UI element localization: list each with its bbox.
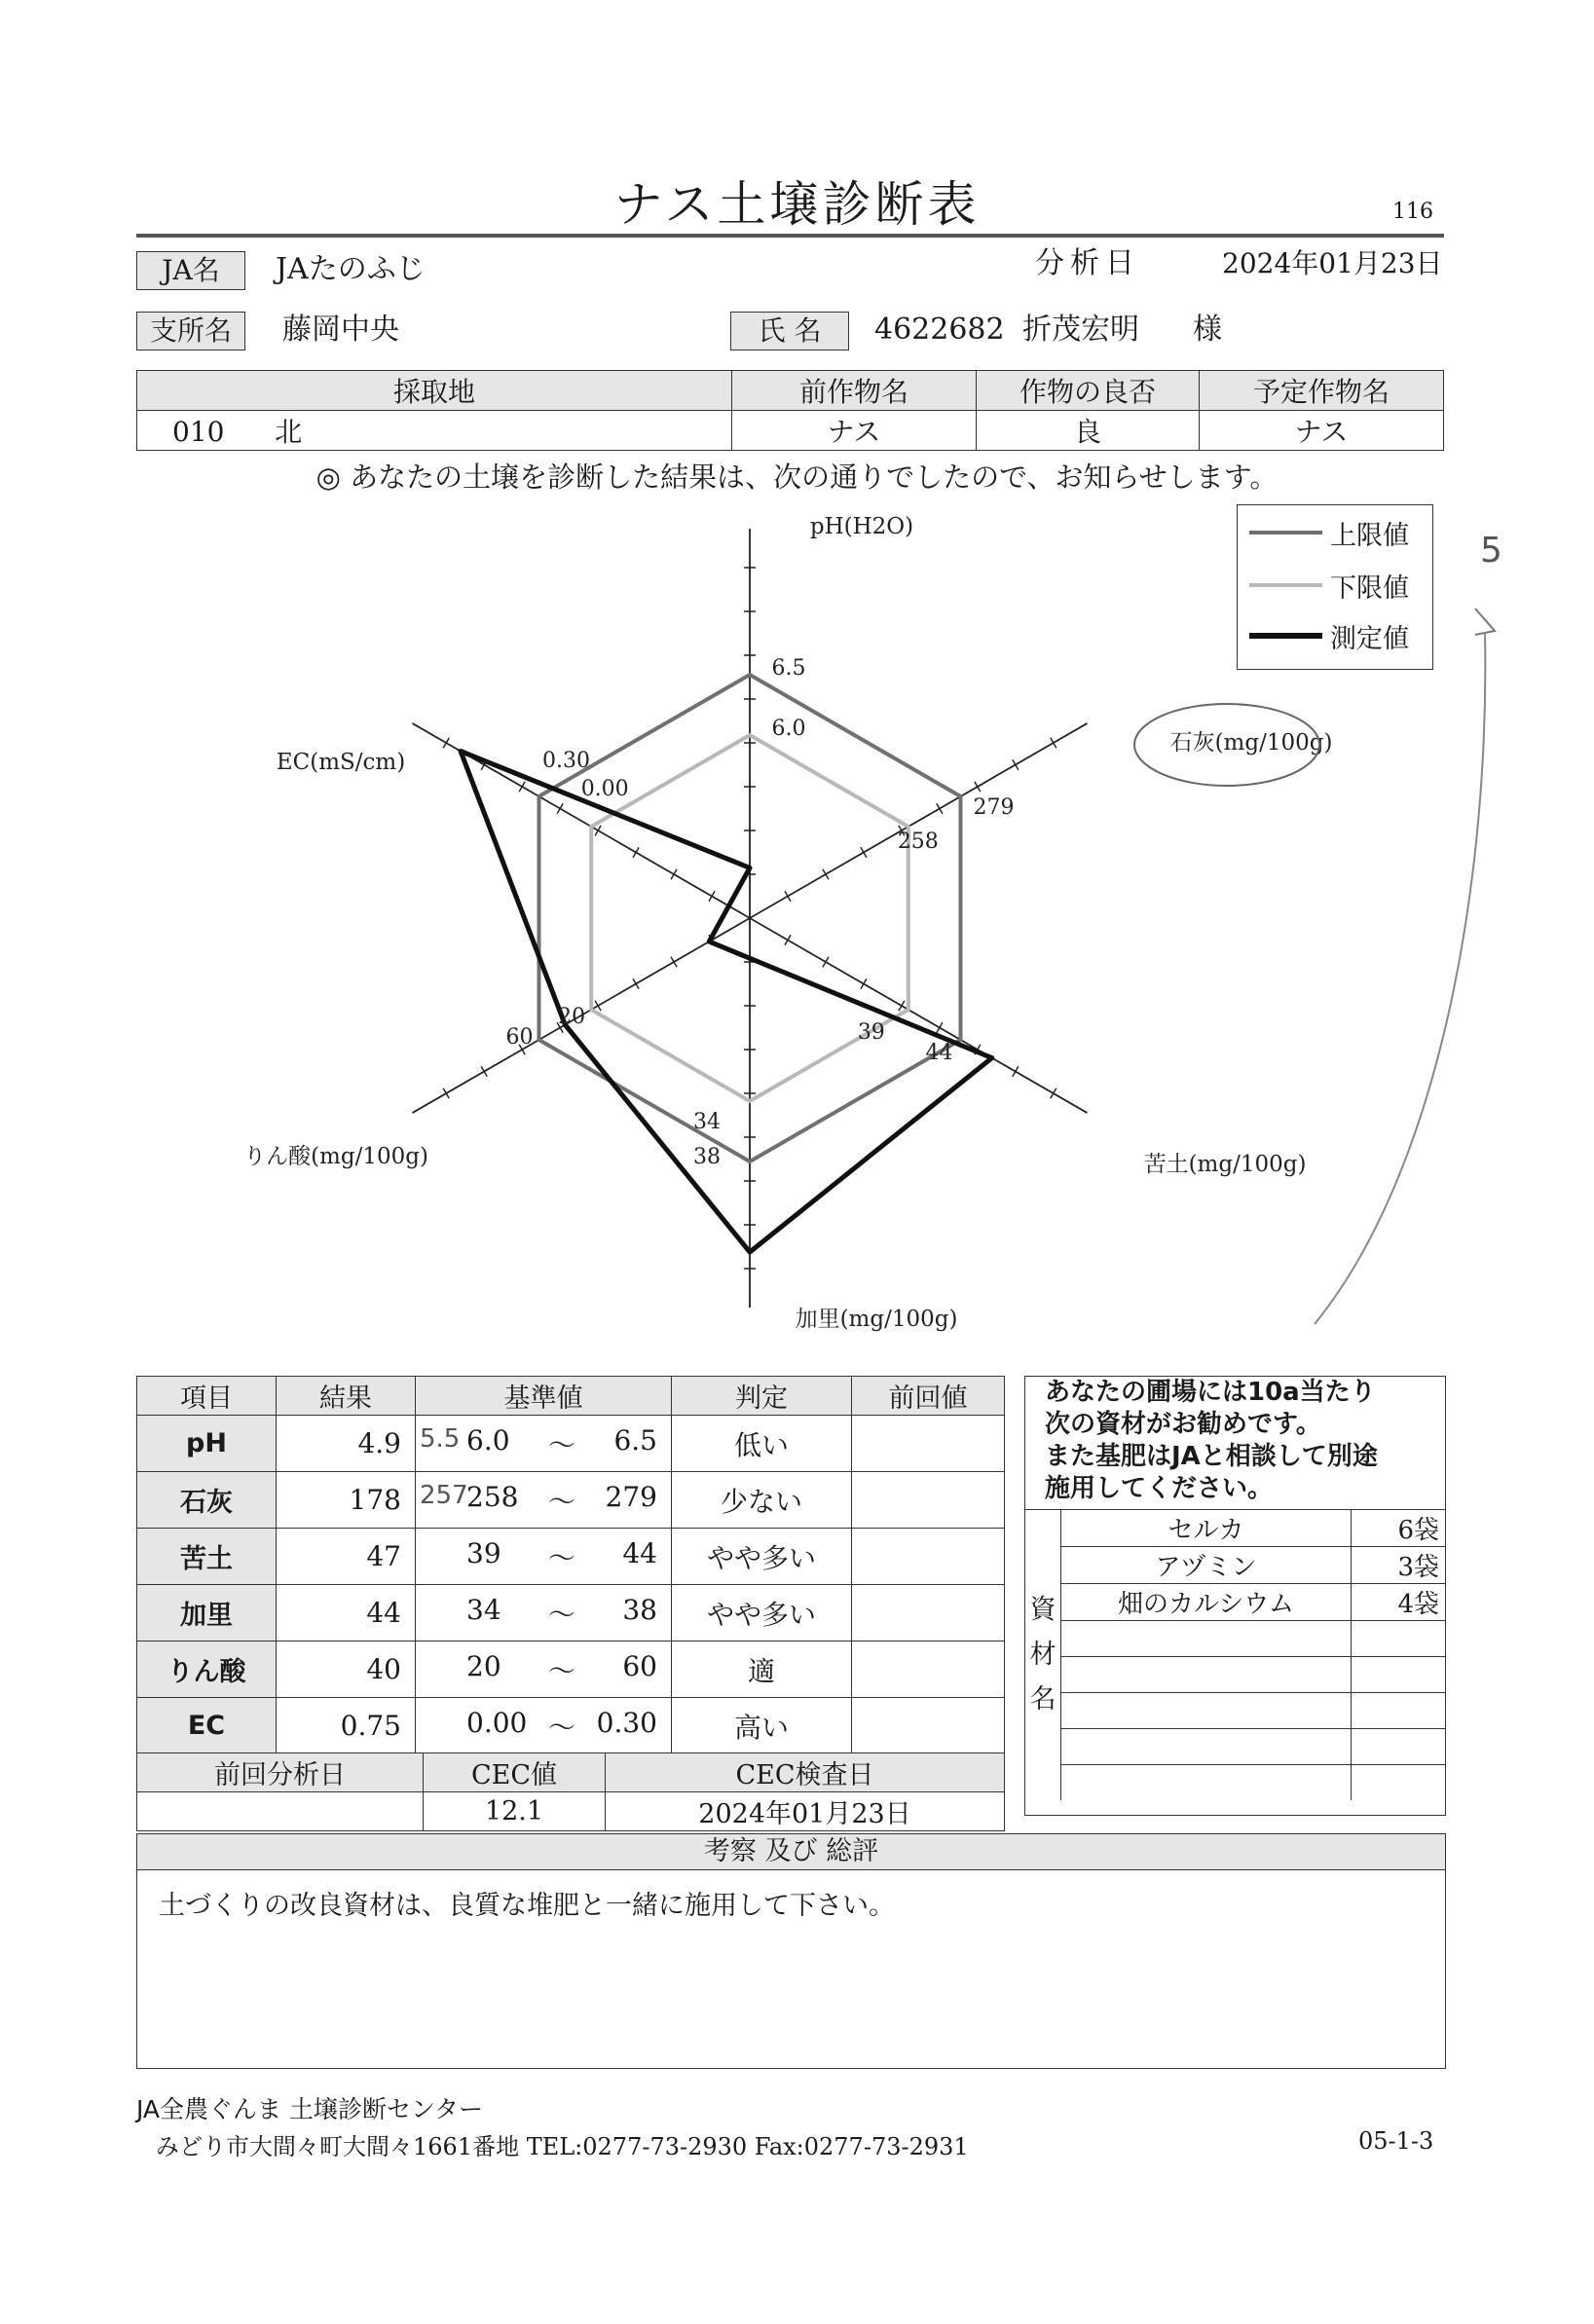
handwritten-circle-lime <box>1134 704 1319 786</box>
radar-axis-label: 石灰(mg/100g) <box>1169 730 1333 756</box>
row-prev <box>852 1642 1005 1698</box>
legend-label-upper: 上限値 <box>1330 520 1409 551</box>
material-row <box>1025 1547 1445 1584</box>
ja-value: JAたのふじ <box>276 252 426 286</box>
cec-date: 2024年01月23日 <box>606 1792 1005 1831</box>
table-row <box>137 1472 1005 1529</box>
radar-axis-label: 加里(mg/100g) <box>795 1307 958 1332</box>
material-row <box>1025 1765 1445 1801</box>
radar-tick-label: 6.5 <box>771 656 806 681</box>
radar-tick-label: 20 <box>558 1005 586 1029</box>
row-judge: 適 <box>672 1642 852 1698</box>
row-standard <box>416 1472 672 1529</box>
material-row <box>1025 1693 1445 1729</box>
recommendation-line: 次の資材がお勧めです。 <box>1045 1410 1321 1439</box>
radar-axis-label: pH(H2O) <box>809 514 914 539</box>
row-judge: 高い <box>672 1698 852 1754</box>
material-empty <box>1352 1729 1446 1765</box>
row-prev <box>852 1529 1005 1585</box>
farmer-name: 折茂宏明 <box>1022 313 1139 347</box>
row-low: 6.0 <box>466 1423 510 1457</box>
recommendation-line: また基肥はJAと相談して別途 <box>1045 1442 1378 1471</box>
table-row <box>137 1529 1005 1585</box>
row-sep: ～ <box>547 1541 575 1574</box>
ja-label: JA名 <box>136 251 245 290</box>
row-sep: ～ <box>547 1428 575 1461</box>
site-header-quality: 作物の良否 <box>977 371 1200 411</box>
radar-tick-label: 39 <box>857 1020 885 1045</box>
footer-org: JA全農ぐんま 土壌診断センター <box>136 2095 483 2123</box>
handwritten-arrow-head <box>1475 609 1495 635</box>
analysis-date-value: 2024年01月23日 <box>1222 247 1443 279</box>
row-result: 40 <box>277 1642 416 1698</box>
cec-header-value: CEC値 <box>424 1753 606 1792</box>
material-row <box>1025 1584 1445 1621</box>
radar-tick-label: 6.0 <box>771 717 806 741</box>
radar-tick-label: 258 <box>897 830 939 854</box>
site-planned-crop: ナス <box>1200 411 1444 451</box>
name-suffix: 様 <box>1193 313 1222 347</box>
comments-title: 考察 及び 総評 <box>137 1834 1445 1870</box>
table-row <box>137 1416 1005 1472</box>
radar-tick-label: 38 <box>693 1145 721 1169</box>
row-item: 苦土 <box>137 1529 277 1585</box>
row-item: りん酸 <box>137 1642 277 1698</box>
site-place: 北 <box>275 416 303 448</box>
cec-table <box>136 1752 1005 1831</box>
material-row <box>1025 1729 1445 1765</box>
row-judge: やや多い <box>672 1529 852 1585</box>
row-low: 34 <box>466 1593 501 1626</box>
cec-header-prev-date: 前回分析日 <box>137 1753 424 1792</box>
row-high: 279 <box>605 1480 657 1513</box>
legend-label-lower: 下限値 <box>1330 572 1409 604</box>
row-prev <box>852 1416 1005 1472</box>
comments-box <box>136 1833 1446 2069</box>
row-high: 0.30 <box>596 1706 657 1739</box>
material-row <box>1025 1510 1445 1547</box>
material-name: アヅミン <box>1061 1547 1352 1584</box>
material-qty: 6袋 <box>1352 1510 1446 1547</box>
row-prev <box>852 1698 1005 1754</box>
row-high: 60 <box>622 1649 657 1682</box>
handwritten-margin-mark: 5 <box>1480 531 1502 571</box>
table-row <box>137 1642 1005 1698</box>
row-item: 石灰 <box>137 1472 277 1529</box>
results-header-standard: 基準値 <box>416 1377 672 1416</box>
table-row <box>137 1585 1005 1642</box>
row-high: 6.5 <box>613 1423 657 1457</box>
row-standard <box>416 1642 672 1698</box>
row-prev <box>852 1585 1005 1642</box>
site-header-planned-crop: 予定作物名 <box>1200 371 1444 411</box>
row-high: 44 <box>622 1536 657 1569</box>
site-header-place: 採取地 <box>137 371 732 411</box>
materials-table <box>1025 1509 1445 1800</box>
cec-value: 12.1 <box>424 1792 606 1831</box>
side-label-char: 名 <box>1029 1684 1056 1715</box>
row-standard <box>416 1585 672 1642</box>
site-header-prev-crop: 前作物名 <box>732 371 977 411</box>
handwritten-note: 257 <box>420 1480 468 1510</box>
material-row <box>1025 1621 1445 1657</box>
material-empty <box>1061 1621 1352 1657</box>
row-standard <box>416 1698 672 1754</box>
page-title: ナス土壌診断表 <box>613 176 981 233</box>
side-label-char: 材 <box>1029 1640 1056 1670</box>
row-result: 178 <box>277 1472 416 1529</box>
row-item: 加里 <box>137 1585 277 1642</box>
material-empty <box>1352 1765 1446 1801</box>
material-empty <box>1061 1693 1352 1729</box>
results-header-result: 結果 <box>277 1377 416 1416</box>
radar-tick-label: 279 <box>973 795 1015 820</box>
radar-tick-label: 0.30 <box>542 749 590 773</box>
radar-axis-label: りん酸(mg/100g) <box>243 1144 428 1169</box>
radar-axis-label: 苦土(mg/100g) <box>1143 1152 1307 1177</box>
cec-header-date: CEC検査日 <box>606 1753 1005 1792</box>
material-name: 畑のカルシウム <box>1061 1584 1352 1621</box>
row-low: 0.00 <box>466 1706 528 1739</box>
material-name: セルカ <box>1061 1510 1352 1547</box>
page-number: 116 <box>1392 200 1433 224</box>
row-result: 44 <box>277 1585 416 1642</box>
comments-body: 土づくりの改良資材は、良質な堆肥と一緒に施用して下さい。 <box>159 1891 895 1921</box>
branch-label: 支所名 <box>136 312 245 350</box>
radar-tick-label: 44 <box>925 1041 953 1065</box>
row-sep: ～ <box>547 1654 575 1687</box>
recommendation-text <box>1045 1377 1434 1505</box>
material-empty <box>1061 1729 1352 1765</box>
radar-tick-label: 34 <box>693 1110 721 1134</box>
site-prev-crop: ナス <box>732 411 977 451</box>
results-table <box>136 1376 1005 1754</box>
radar-axis-label: EC(mS/cm) <box>276 750 406 775</box>
notice-text: ◎ あなたの土壌を診断した結果は、次の通りでしたので、お知らせします。 <box>315 461 1279 494</box>
row-item: pH <box>137 1416 277 1472</box>
legend-label-measured: 測定値 <box>1330 623 1409 654</box>
table-row <box>137 1698 1005 1754</box>
farmer-id: 4622682 <box>874 313 1005 347</box>
row-sep: ～ <box>547 1711 575 1744</box>
row-standard <box>416 1416 672 1472</box>
handwritten-note: 5.5 <box>420 1423 461 1454</box>
recommendation-line: あなたの圃場には10a当たり <box>1045 1378 1376 1407</box>
material-empty <box>1061 1657 1352 1693</box>
site-code: 010 <box>172 416 225 448</box>
recommendation-line: 施用してください。 <box>1045 1474 1274 1503</box>
row-judge: 低い <box>672 1416 852 1472</box>
row-result: 0.75 <box>277 1698 416 1754</box>
material-empty <box>1352 1657 1446 1693</box>
results-header-item: 項目 <box>137 1377 277 1416</box>
cec-prev-date <box>137 1792 424 1831</box>
radar-tick-label: 60 <box>505 1025 534 1050</box>
row-prev <box>852 1472 1005 1529</box>
row-low: 20 <box>466 1649 501 1682</box>
row-judge: やや多い <box>672 1585 852 1642</box>
row-standard <box>416 1529 672 1585</box>
row-high: 38 <box>622 1593 657 1626</box>
branch-value: 藤岡中央 <box>282 313 399 347</box>
footer-code: 05-1-3 <box>1358 2127 1434 2155</box>
recommendation-box <box>1024 1376 1446 1816</box>
row-low: 39 <box>466 1536 501 1569</box>
material-qty: 4袋 <box>1352 1584 1446 1621</box>
row-sep: ～ <box>547 1598 575 1631</box>
material-empty <box>1352 1621 1446 1657</box>
material-empty <box>1352 1693 1446 1729</box>
handwritten-arrow-line <box>1315 633 1485 1324</box>
row-judge: 少ない <box>672 1472 852 1529</box>
materials-side-label <box>1025 1510 1061 1801</box>
results-header-prev: 前回値 <box>852 1377 1005 1416</box>
site-quality: 良 <box>977 411 1200 451</box>
row-sep: ～ <box>547 1485 575 1518</box>
results-header-judge: 判定 <box>672 1377 852 1416</box>
material-empty <box>1061 1765 1352 1801</box>
material-qty: 3袋 <box>1352 1547 1446 1584</box>
footer-address: みどり市大間々町大間々1661番地 TEL:0277-73-2930 Fax:0277-73-2931 <box>156 2133 969 2160</box>
name-label: 氏 名 <box>730 312 849 350</box>
analysis-date-label: 分析日 <box>1035 246 1140 280</box>
side-label-char: 資 <box>1029 1595 1056 1625</box>
row-result: 4.9 <box>277 1416 416 1472</box>
material-row <box>1025 1657 1445 1693</box>
row-item: EC <box>137 1698 277 1754</box>
row-low: 258 <box>466 1480 519 1513</box>
row-result: 47 <box>277 1529 416 1585</box>
radar-tick-label: 0.00 <box>580 777 629 801</box>
